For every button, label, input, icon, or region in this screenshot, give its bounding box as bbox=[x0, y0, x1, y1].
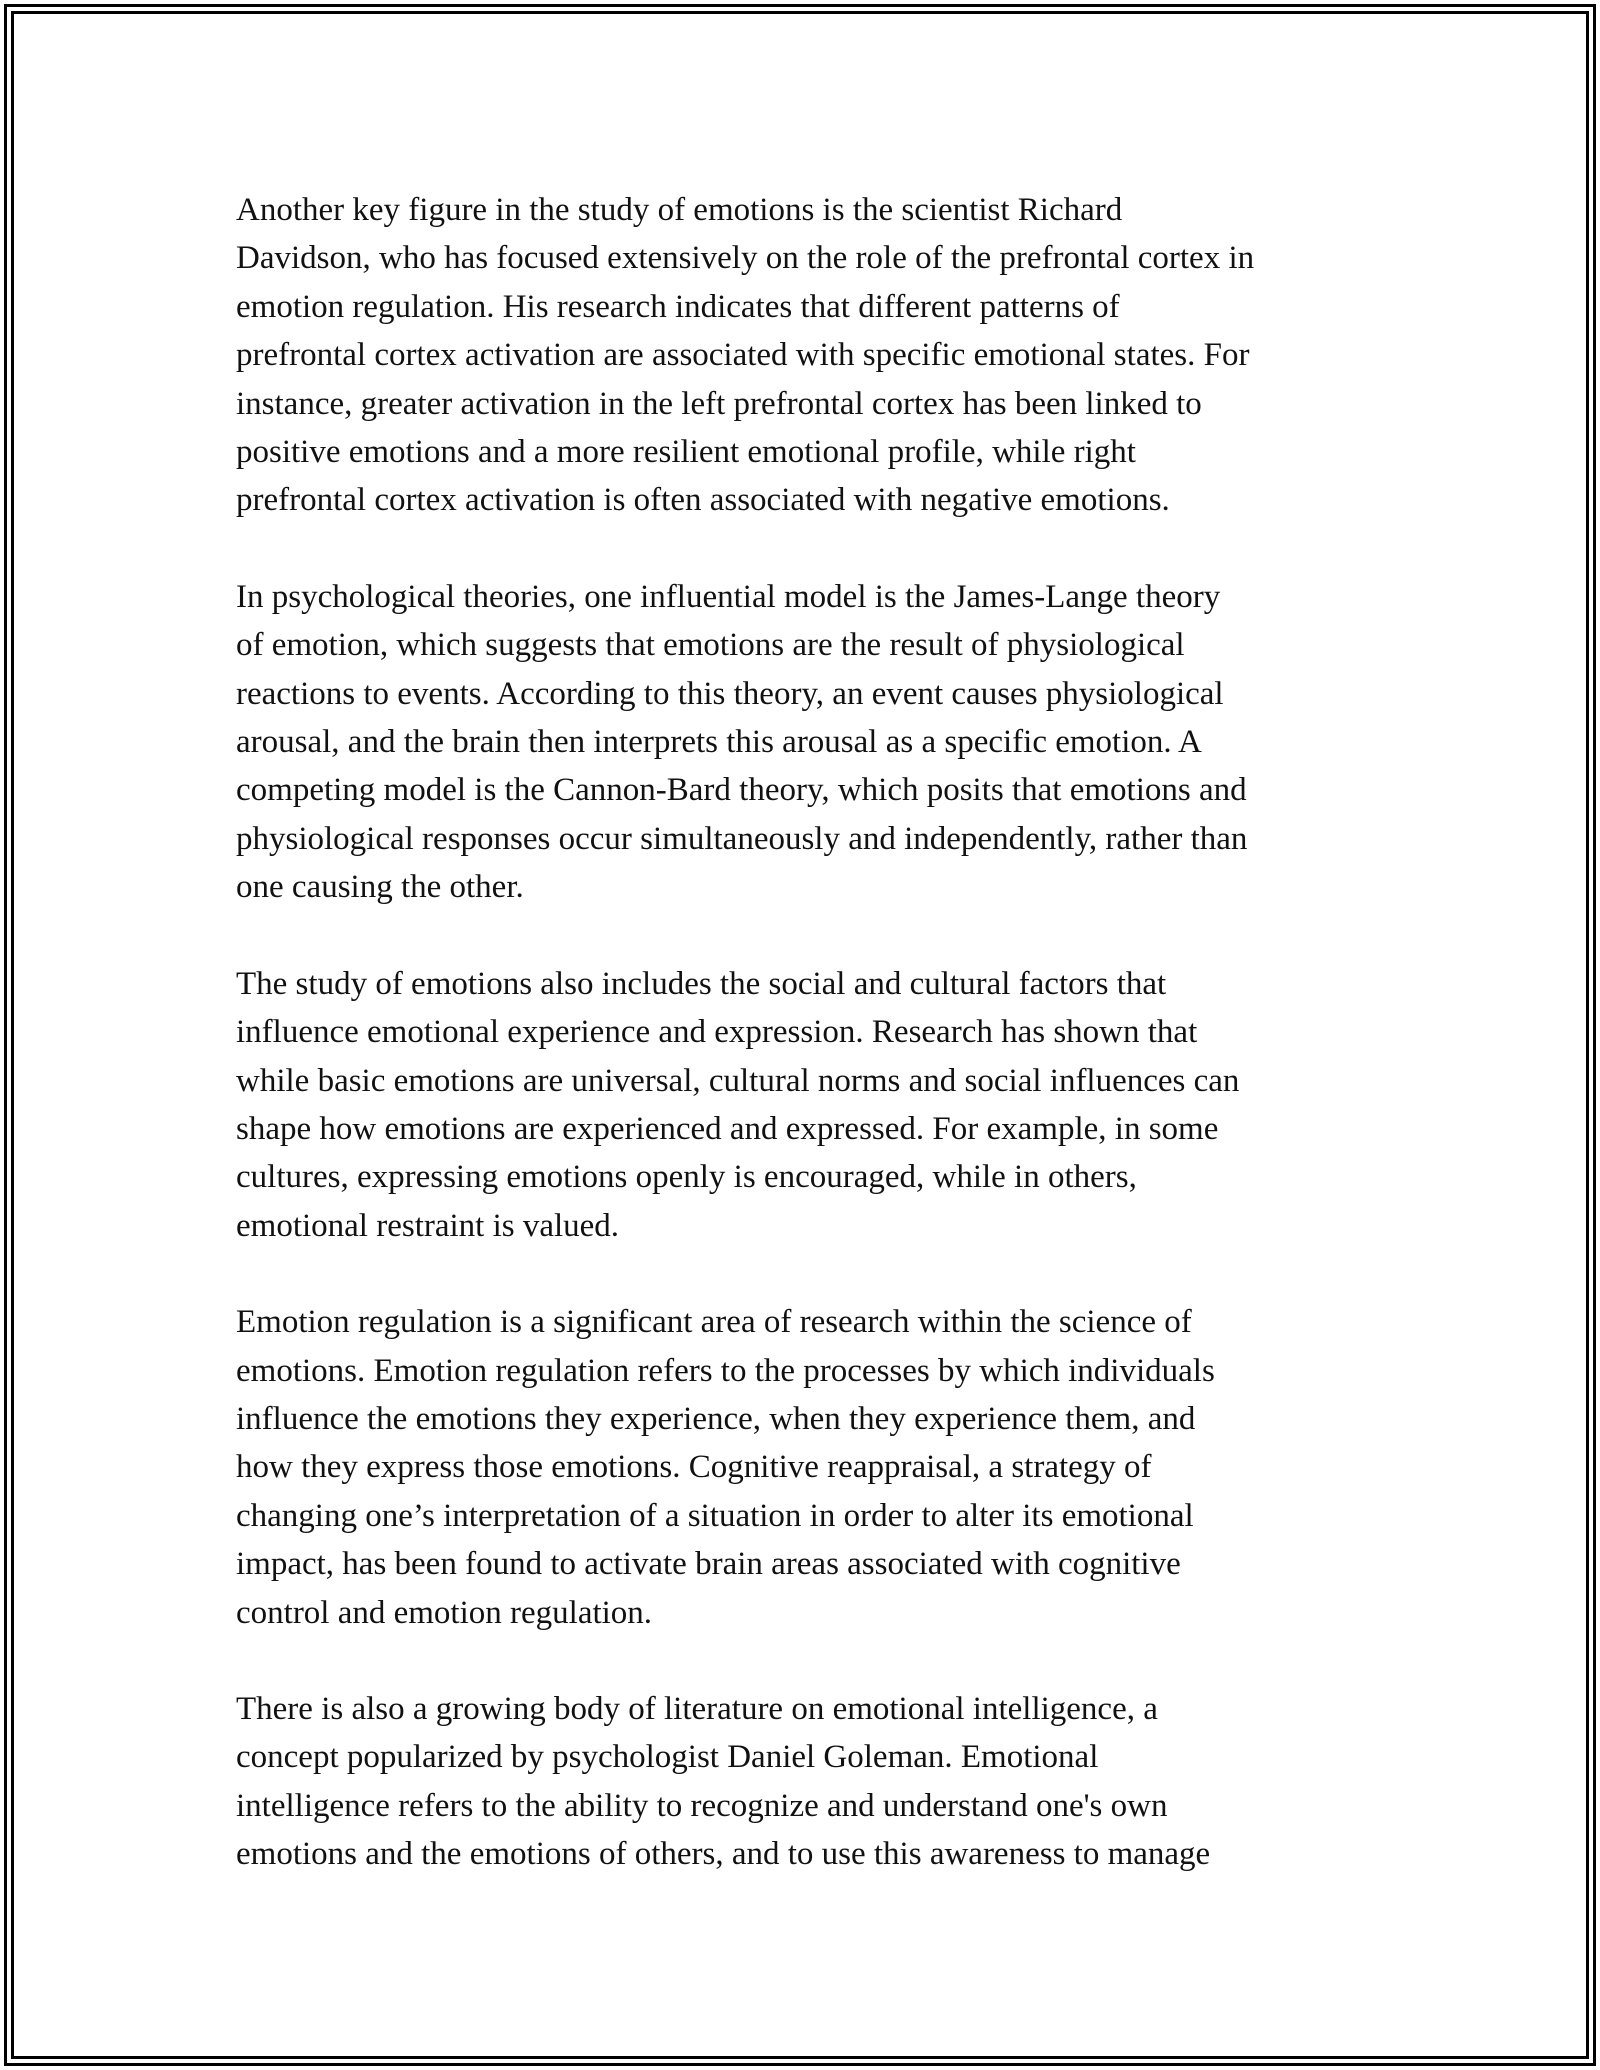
paragraph-cultural-factors bbox=[236, 960, 1386, 1250]
paragraph-davidson bbox=[236, 186, 1386, 525]
text-line: arousal, and the brain then interprets this arousal as a specific emotion. A bbox=[236, 724, 1202, 761]
text-line: The study of emotions also includes the social and cultural factors that bbox=[236, 965, 1167, 1002]
text-line: control and emotion regulation. bbox=[236, 1594, 653, 1631]
text-line: positive emotions and a more resilient emotional profile, while right bbox=[236, 434, 1136, 471]
text-line: how they express those emotions. Cognitive reappraisal, a strategy of bbox=[236, 1449, 1152, 1486]
paragraph-emotion-regulation bbox=[236, 1298, 1386, 1637]
text-line: In psychological theories, one influential model is the James-Lange theory bbox=[236, 578, 1221, 615]
text-line: prefrontal cortex activation are associated with specific emotional states. For bbox=[236, 337, 1250, 374]
document-body bbox=[236, 186, 1386, 1927]
text-line: Davidson, who has focused extensively on the role of the prefrontal cortex in bbox=[236, 240, 1255, 277]
text-line: one causing the other. bbox=[236, 869, 524, 906]
text-line: prefrontal cortex activation is often associated with negative emotions. bbox=[236, 482, 1170, 519]
text-line: emotions and the emotions of others, and to use this awareness to manage bbox=[236, 1836, 1211, 1873]
text-line: competing model is the Cannon-Bard theory, which posits that emotions and bbox=[236, 772, 1247, 809]
text-line: emotional restraint is valued. bbox=[236, 1207, 620, 1244]
text-line: instance, greater activation in the left prefrontal cortex has been linked to bbox=[236, 385, 1202, 422]
text-line: influence the emotions they experience, when they experience them, and bbox=[236, 1400, 1196, 1437]
text-line: of emotion, which suggests that emotions are the result of physiological bbox=[236, 627, 1185, 664]
text-line: emotion regulation. His research indicates that different patterns of bbox=[236, 288, 1120, 325]
paragraph-theories bbox=[236, 573, 1386, 912]
text-line: cultures, expressing emotions openly is encouraged, while in others, bbox=[236, 1159, 1137, 1196]
text-line: while basic emotions are universal, cultural norms and social influences can bbox=[236, 1062, 1240, 1099]
text-line: changing one’s interpretation of a situation in order to alter its emotional bbox=[236, 1497, 1194, 1534]
text-line: intelligence refers to the ability to recognize and understand one's own bbox=[236, 1787, 1168, 1824]
paragraph-emotional-intelligence bbox=[236, 1685, 1386, 1879]
text-line: Emotion regulation is a significant area of research within the science of bbox=[236, 1304, 1192, 1341]
text-line: physiological responses occur simultaneously and independently, rather than bbox=[236, 820, 1248, 857]
text-line: There is also a growing body of literature on emotional intelligence, a bbox=[236, 1690, 1158, 1727]
text-line: Another key figure in the study of emotions is the scientist Richard bbox=[236, 192, 1123, 228]
text-line: influence emotional experience and expression. Research has shown that bbox=[236, 1014, 1198, 1051]
text-line: shape how emotions are experienced and expressed. For example, in some bbox=[236, 1110, 1219, 1147]
text-line: impact, has been found to activate brain areas associated with cognitive bbox=[236, 1546, 1181, 1583]
text-line: concept popularized by psychologist Daniel Goleman. Emotional bbox=[236, 1739, 1099, 1776]
text-line: emotions. Emotion regulation refers to the processes by which individuals bbox=[236, 1352, 1215, 1389]
text-line: reactions to events. According to this theory, an event causes physiological bbox=[236, 675, 1224, 712]
